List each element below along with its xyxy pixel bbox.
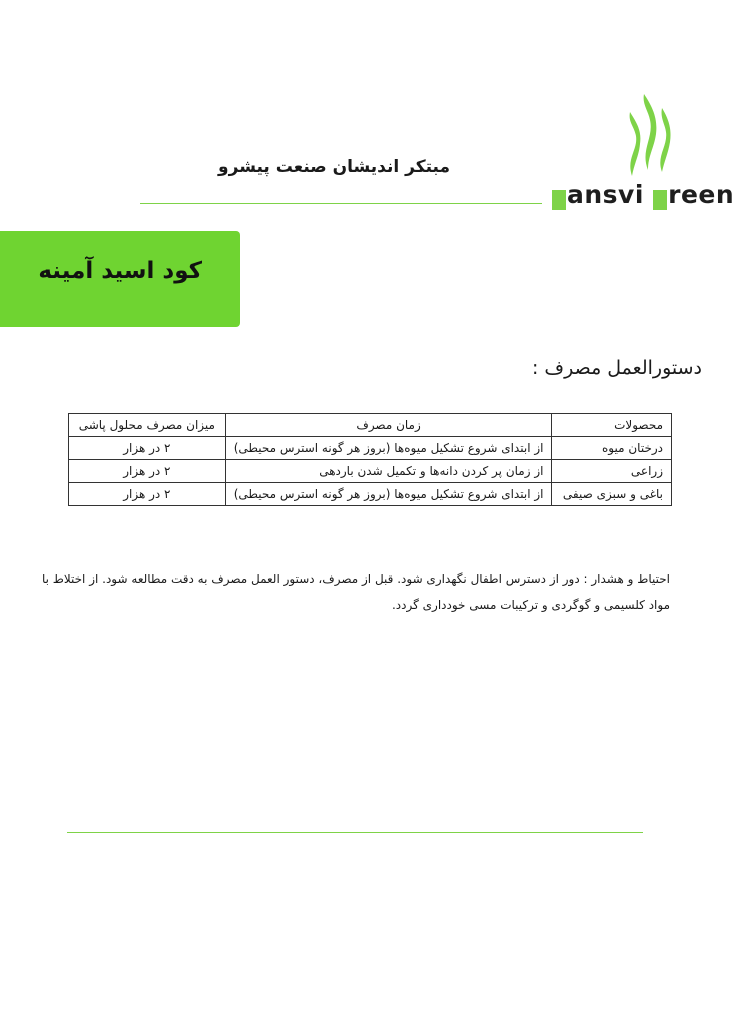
table-row [69,483,672,506]
table-header-row [69,414,672,437]
flame-right [660,108,670,172]
cell-dosage: ۲ در هزار [69,460,226,483]
flame-center [644,94,657,170]
cell-timing: از ابتدای شروع تشکیل میوه‌ها (بروز هر گونه استرس محیطی) [225,437,552,460]
cell-product: درختان میوه [552,437,672,460]
usage-heading: دستورالعمل مصرف : [531,357,702,379]
cell-dosage: ۲ در هزار [69,483,226,506]
cell-product: باغی و سبزی صیفی [552,483,672,506]
brand-logo [552,180,737,210]
caution-text: احتیاط و هشدار : دور از دسترس اطفال نگهداری شود. قبل از مصرف، دستور العمل مصرف به دقت مطالعه شود. از اختلاط با مواد کلسیمی و گوگردی و ترکیبات مسی خودداری گردد. [41,572,670,612]
footer-divider [67,832,643,833]
cell-timing: از ابتدای شروع تشکیل میوه‌ها (بروز هر گونه استرس محیطی) [225,483,552,506]
cell-timing: از زمان پر کردن دانه‌ها و تکمیل شدن باردهی [225,460,552,483]
table-row [69,437,672,460]
table-row [69,460,672,483]
product-title: کود اسید آمینه [38,258,202,284]
column-header-dosage: میزان مصرف محلول پاشی [69,414,226,437]
logo-letter-box-s [552,190,566,210]
column-header-products: محصولات [552,414,672,437]
cell-product: زراعی [552,460,672,483]
cell-dosage: ۲ در هزار [69,437,226,460]
column-header-timing: زمان مصرف [225,414,552,437]
usage-table [68,413,672,506]
leaf-flame-icon [624,92,672,176]
logo-text-part2: reen [668,180,735,209]
company-name: مبتکر اندیشان صنعت پیشرو [218,157,450,177]
logo-letter-box-g [653,190,667,210]
flame-left [630,112,641,176]
header-divider [140,203,542,204]
logo-text-part1: ansvi [567,180,644,209]
